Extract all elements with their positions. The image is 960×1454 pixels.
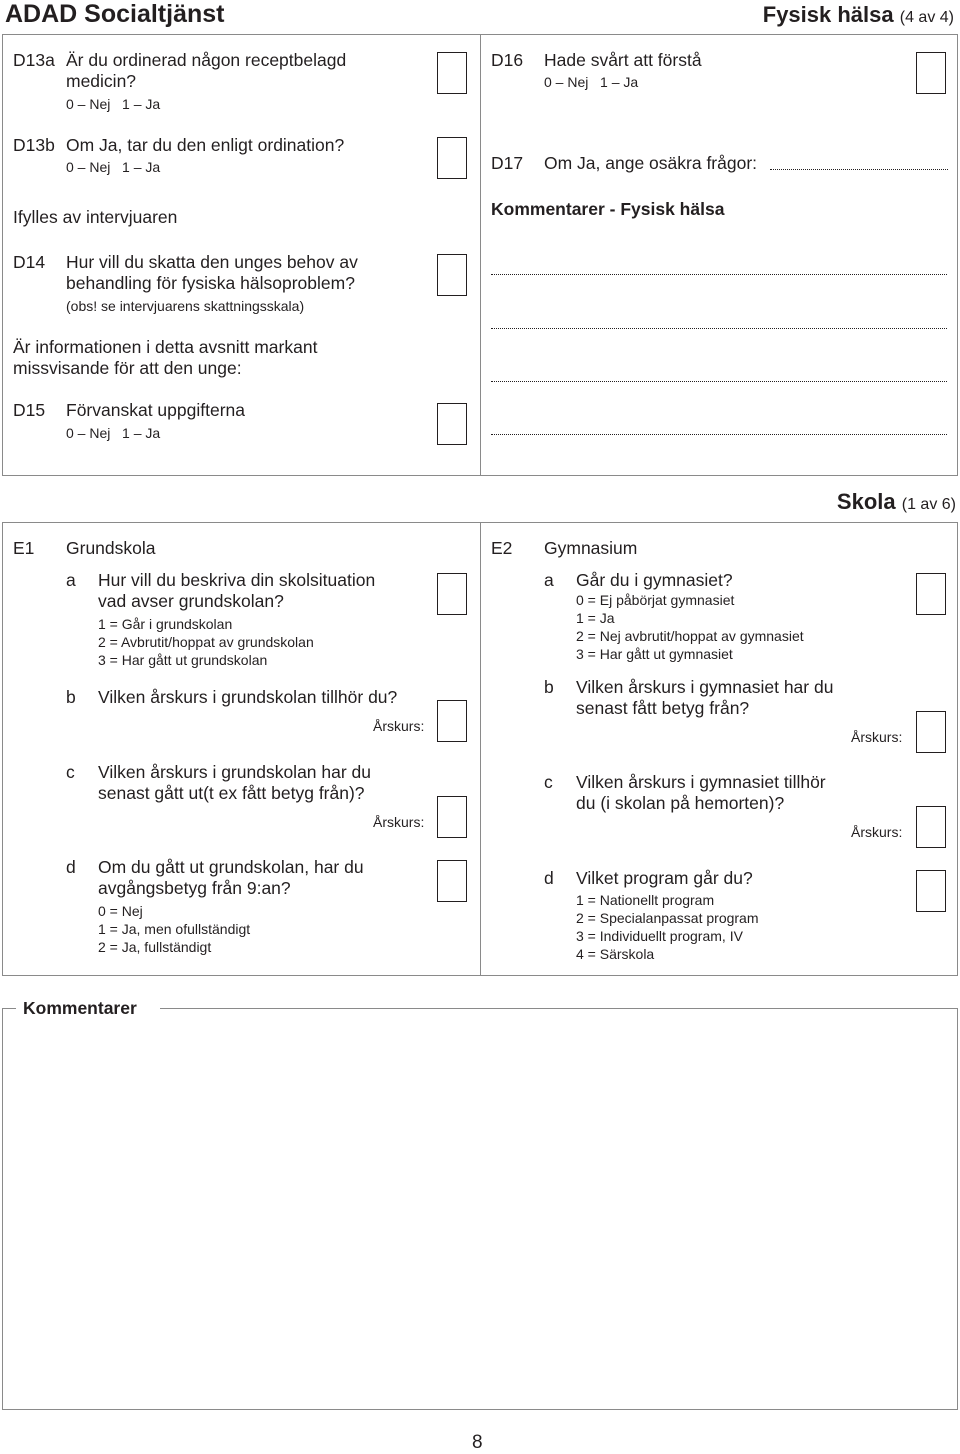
e2b-label: Årskurs: <box>851 729 903 745</box>
e2a-answer-box[interactable] <box>916 573 946 615</box>
fysisk-comment-line-3[interactable] <box>491 369 947 382</box>
d16-code: D16 <box>491 50 524 70</box>
interviewer-heading: Ifylles av intervjuaren <box>13 207 178 227</box>
d13b-question: Om Ja, tar du den enligt ordination? <box>66 135 345 155</box>
e1b-label: Årskurs: <box>373 718 425 734</box>
skola-section-page: (1 av 6) <box>901 496 956 513</box>
e2d-letter: d <box>544 868 554 888</box>
e2c-label: Årskurs: <box>851 824 903 840</box>
e1c-line2: senast gått ut(t ex fått betyg från)? <box>98 783 365 803</box>
e1a-opt-2: 2 = Avbrutit/hoppat av grundskolan <box>98 634 314 650</box>
e2b-line1: Vilken årskurs i gymnasiet har du <box>576 677 834 697</box>
e1d-line1: Om du gått ut grundskolan, har du <box>98 857 364 877</box>
page-number: 8 <box>472 1432 483 1453</box>
e2a-opt-3: 2 = Nej avbrutit/hoppat av gymnasiet <box>576 628 804 644</box>
e1c-line1: Vilken årskurs i grundskolan har du <box>98 762 372 782</box>
skola-section-name: Skola <box>836 489 896 514</box>
fysisk-comment-line-1[interactable] <box>491 262 947 275</box>
e1d-letter: d <box>66 857 76 877</box>
comments-frame[interactable] <box>2 1008 958 1410</box>
e1a-answer-box[interactable] <box>437 573 467 615</box>
d13a-question-line1: Är du ordinerad någon receptbelagd <box>66 50 347 70</box>
e2-code: E2 <box>491 538 513 558</box>
e1d-line2: avgångsbetyg från 9:an? <box>98 878 291 898</box>
e1a-letter: a <box>66 570 76 590</box>
fysisk-comments-heading: Kommentarer - Fysisk hälsa <box>491 199 725 219</box>
comments-heading: Kommentarer <box>23 998 137 1018</box>
e1d-opt-3: 2 = Ja, fullständigt <box>98 939 212 955</box>
fysisk-comment-line-4[interactable] <box>491 422 947 435</box>
e2c-line1: Vilken årskurs i gymnasiet tillhör <box>576 772 826 792</box>
d13a-code: D13a <box>13 50 55 70</box>
d15-options: 0 – Nej 1 – Ja <box>66 425 161 441</box>
d13a-question-line2: medicin? <box>66 71 137 91</box>
comments-top-left-line <box>2 1008 16 1009</box>
d15-answer-box[interactable] <box>437 403 467 445</box>
d14-answer-box[interactable] <box>437 254 467 296</box>
d14-code: D14 <box>13 252 46 272</box>
e1c-letter: c <box>66 762 75 782</box>
section-header-skola <box>837 489 956 515</box>
fysisk-comment-line-2[interactable] <box>491 316 947 329</box>
d13a-options: 0 – Nej 1 – Ja <box>66 96 161 112</box>
e1a-line1: Hur vill du beskriva din skolsituation <box>98 570 376 590</box>
d14-question-line1: Hur vill du skatta den unges behov av <box>66 252 358 272</box>
e2a-line1: Går du i gymnasiet? <box>576 570 733 590</box>
d14-note: (obs! se intervjuarens skattningsskala) <box>66 298 305 314</box>
e1d-opt-1: 0 = Nej <box>98 903 143 919</box>
e2d-line1: Vilket program går du? <box>576 868 753 888</box>
d13b-options: 0 – Nej 1 – Ja <box>66 159 161 175</box>
e2d-opt-3: 3 = Individuellt program, IV <box>576 928 743 944</box>
d13a-answer-box[interactable] <box>437 52 467 94</box>
e1-title: Grundskola <box>66 538 156 558</box>
e1-code: E1 <box>13 538 35 558</box>
e2a-opt-1: 0 = Ej påbörjat gymnasiet <box>576 592 735 608</box>
e1b-answer-box[interactable] <box>437 700 467 742</box>
d14-question-line2: behandling för fysiska hälsoproblem? <box>66 273 355 293</box>
fysisk-divider <box>480 34 481 476</box>
section-header-fysisk <box>763 2 954 28</box>
e1d-answer-box[interactable] <box>437 860 467 902</box>
d13b-code: D13b <box>13 135 55 155</box>
d17-answer-line[interactable] <box>770 157 948 170</box>
e1d-opt-2: 1 = Ja, men ofullständigt <box>98 921 251 937</box>
info-question-line1: Är informationen i detta avsnitt markant <box>13 337 318 357</box>
e2d-opt-1: 1 = Nationellt program <box>576 892 715 908</box>
section-name: Fysisk hälsa <box>762 2 894 27</box>
e1a-line2: vad avser grundskolan? <box>98 591 284 611</box>
e1b-letter: b <box>66 687 76 707</box>
d15-question: Förvanskat uppgifterna <box>66 400 245 420</box>
e2a-letter: a <box>544 570 554 590</box>
e1a-opt-1: 1 = Går i grundskolan <box>98 616 233 632</box>
d17-code: D17 <box>491 153 524 173</box>
section-page: (4 av 4) <box>899 9 954 26</box>
comments-top-right-line <box>160 1008 958 1009</box>
d13b-answer-box[interactable] <box>437 137 467 179</box>
e2b-line2: senast fått betyg från? <box>576 698 750 718</box>
d15-code: D15 <box>13 400 46 420</box>
e1c-answer-box[interactable] <box>437 796 467 838</box>
e2b-answer-box[interactable] <box>916 711 946 753</box>
e2a-opt-2: 1 = Ja <box>576 610 615 626</box>
e1c-label: Årskurs: <box>373 814 425 830</box>
e2c-line2: du (i skolan på hemorten)? <box>576 793 785 813</box>
e2-title: Gymnasium <box>544 538 638 558</box>
e2d-answer-box[interactable] <box>916 870 946 912</box>
e2c-answer-box[interactable] <box>916 806 946 848</box>
e1b-line1: Vilken årskurs i grundskolan tillhör du? <box>98 687 398 707</box>
e1a-opt-3: 3 = Har gått ut grundskolan <box>98 652 268 668</box>
d16-options: 0 – Nej 1 – Ja <box>544 74 639 90</box>
d17-question: Om Ja, ange osäkra frågor: <box>544 153 758 173</box>
d16-answer-box[interactable] <box>916 52 946 94</box>
page-title: ADAD Socialtjänst <box>5 0 225 28</box>
e2c-letter: c <box>544 772 553 792</box>
info-question-line2: missvisande för att den unge: <box>13 358 242 378</box>
e2b-letter: b <box>544 677 554 697</box>
d16-question: Hade svårt att förstå <box>544 50 702 70</box>
e2d-opt-2: 2 = Specialanpassat program <box>576 910 759 926</box>
skola-divider <box>480 522 481 976</box>
e2a-opt-4: 3 = Har gått ut gymnasiet <box>576 646 733 662</box>
e2d-opt-4: 4 = Särskola <box>576 946 655 962</box>
